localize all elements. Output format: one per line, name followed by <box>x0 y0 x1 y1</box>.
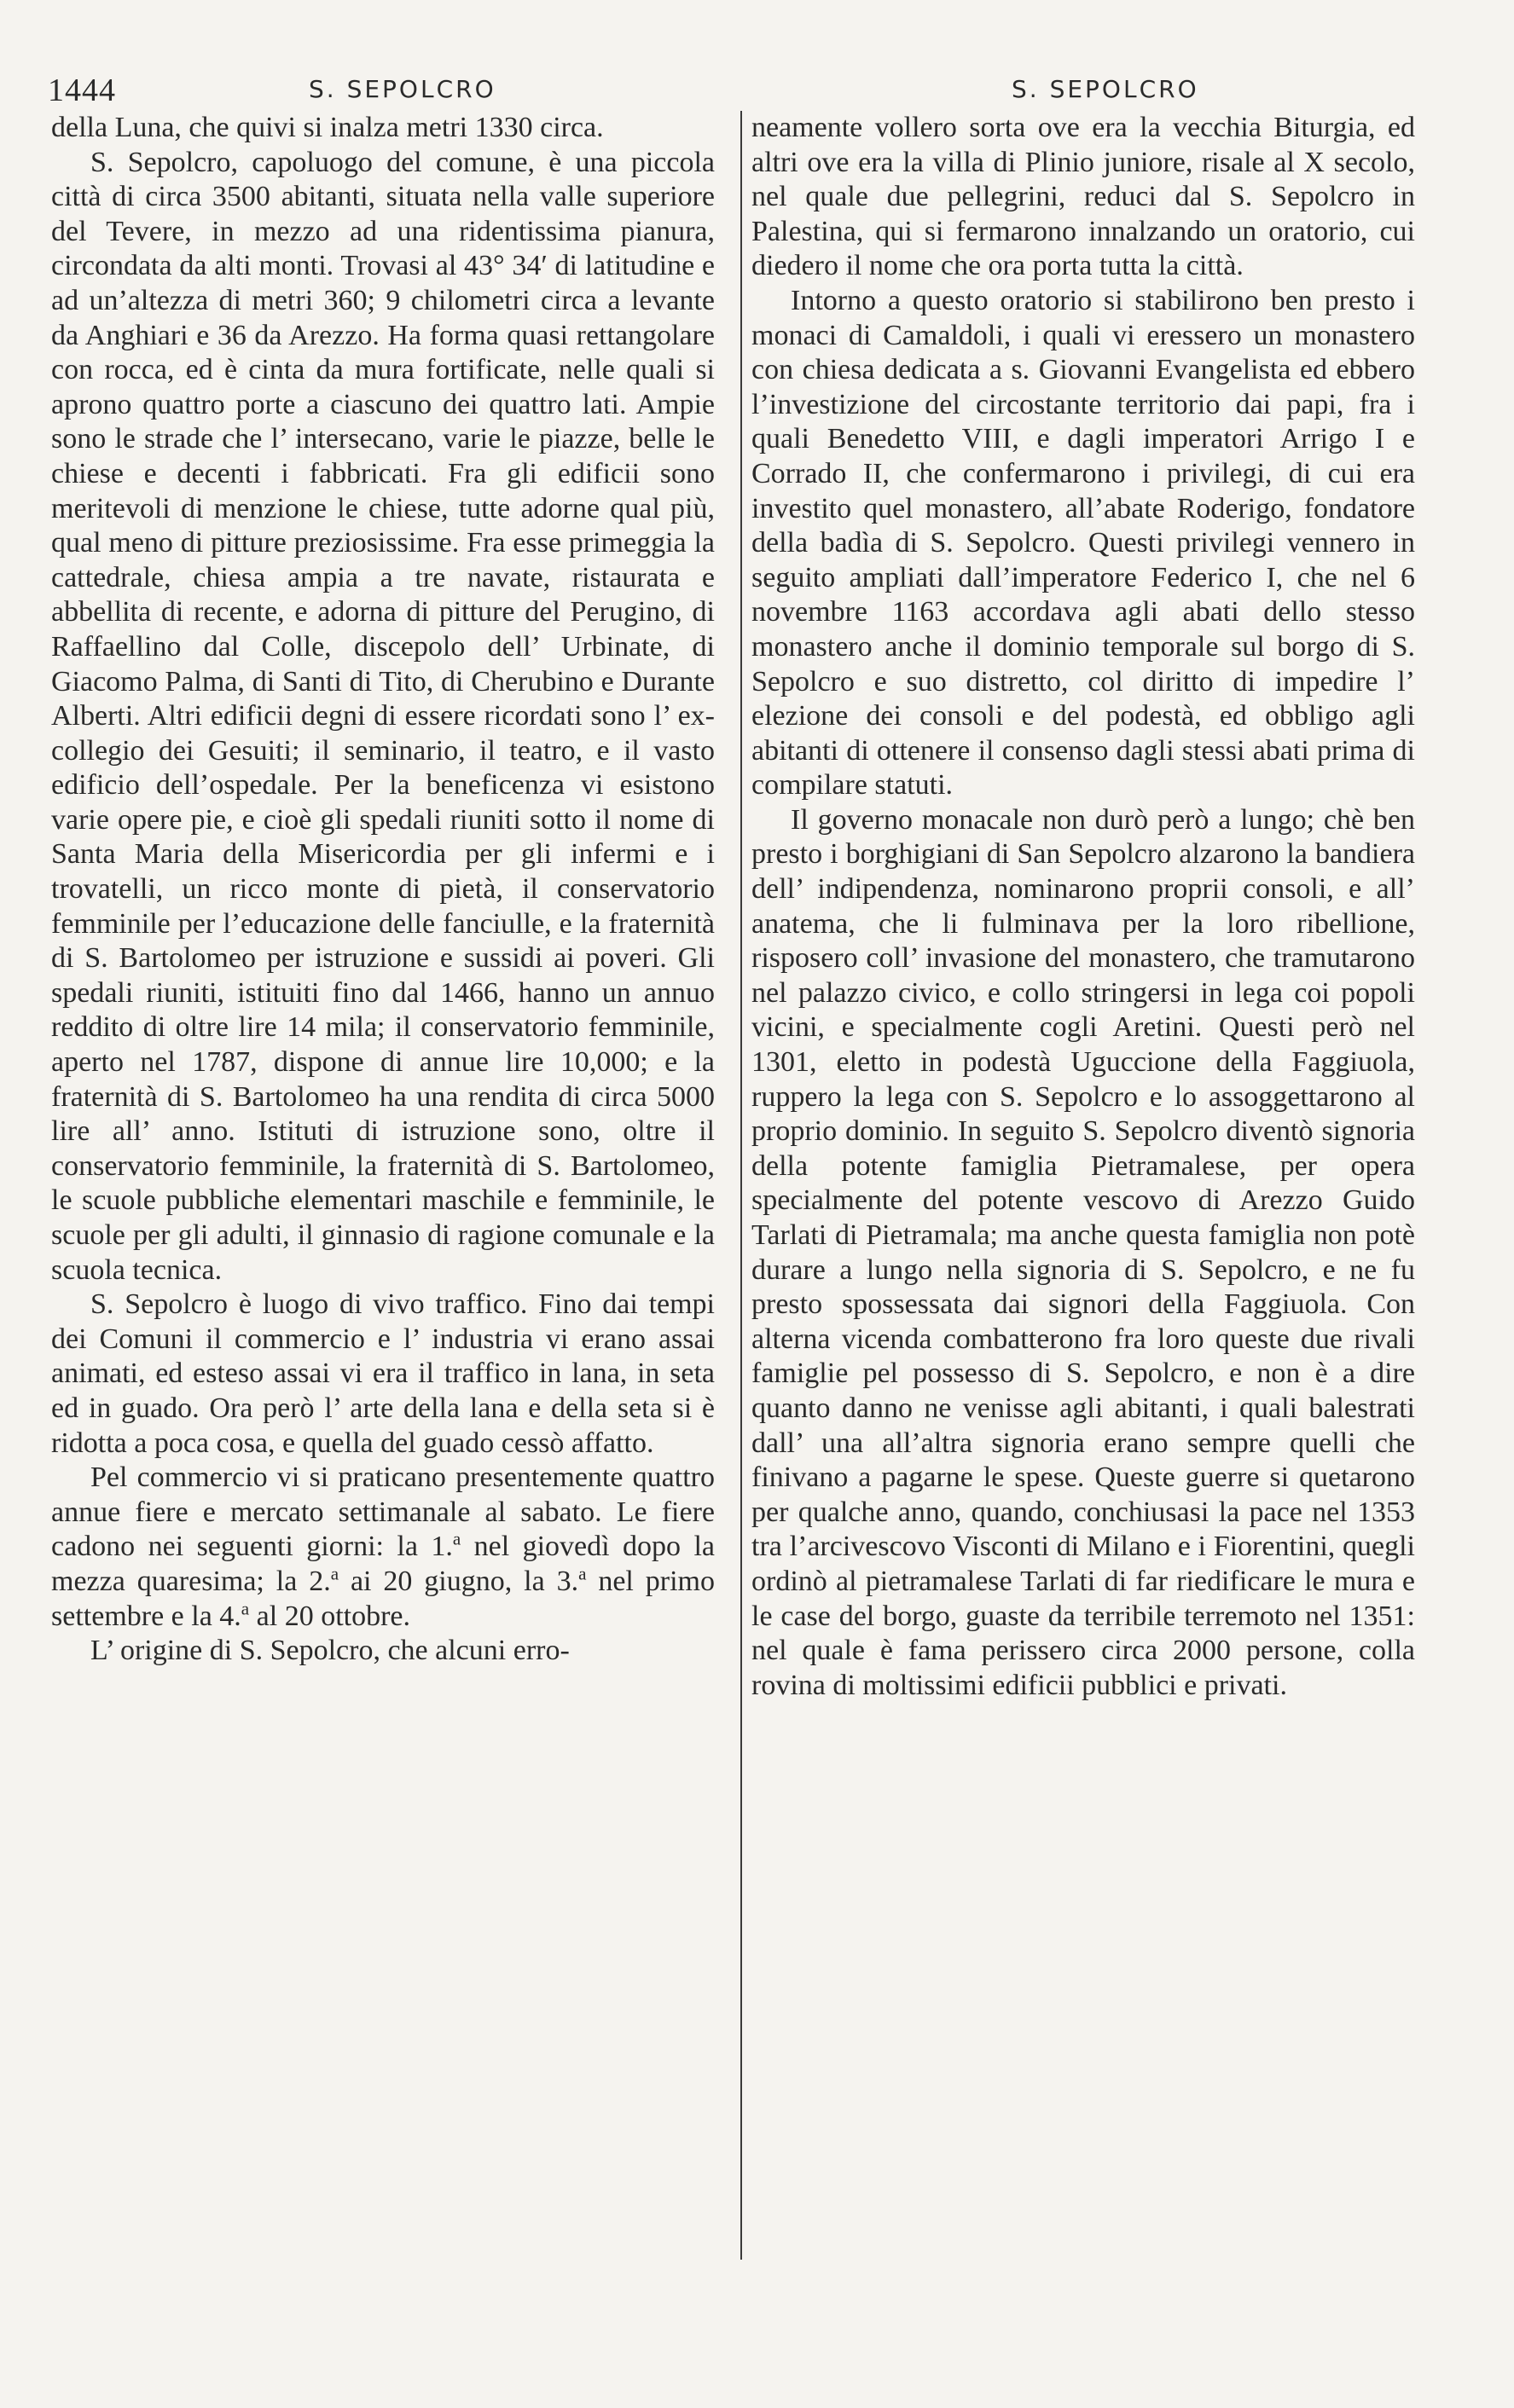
text-run: al 20 ottobre. <box>249 1600 410 1632</box>
paragraph-1: della Luna, che quivi si inalza metri 1330 circa. <box>51 112 604 143</box>
ordinal-superscript: a <box>330 1563 339 1584</box>
paragraph-2: Intorno a questo oratorio si stabilirono ben presto i monaci di Camaldoli, i quali vi eressero un monastero con chiesa dedicata a s. Giovanni Evangelista ed ebbero l’investizione del circostante territorio dai papi, fra i quali Benedetto VIII, e dagli imperatori Arrigo I e Corrado II, che confermarono i privilegi, di cui era investito quel monastero, all’abate Roderigo, fondatore della badìa di S. Sepolcro. Questi privilegi vennero in seguito ampliati dall’imperatore Federico I, che nel 6 novembre 1163 accordava agli abati dello stesso monastero anche il dominio temporale sul borgo di S. Sepolcro e suo distretto, col diritto di impedire l’ elezione dei consoli e del podestà, ed obbligo agli abitanti di ottenere il consenso dagli stessi abati prima di compilare statuti. <box>751 284 1415 802</box>
ordinal-superscript: a <box>578 1563 587 1584</box>
running-head-left: S. SEPOLCRO <box>309 75 496 103</box>
page-number: 1444 <box>48 72 116 108</box>
paragraph-5: L’ origine di S. Sepolcro, che alcuni erro- <box>90 1635 570 1667</box>
text-run: Pel commercio vi si praticano presentemente quattro annue fiere e mercato settimanale al sabato. Le fiere cadono nei seguenti giorni: la 1. <box>51 1462 715 1563</box>
ordinal-superscript: a <box>452 1529 461 1550</box>
ordinal-superscript: a <box>241 1598 250 1619</box>
column-divider <box>740 111 742 2260</box>
running-head-right: S. SEPOLCRO <box>1012 75 1199 103</box>
paragraph-3: Il governo monacale non durò però a lungo; chè ben presto i borghigiani di San Sepolcro alzarono la bandiera dell’ indipendenza, nominarono proprii consoli, e all’ anatema, che li fulminava per la loro ribellione, risposero coll’ invasione del monastero, che tramutarono nel palazzo civico, e collo stringersi in lega coi popoli vicini, e specialmente cogli Aretini. Questi però nel 1301, eletto in podestà Uguccione della Faggiuola, ruppero la lega con S. Sepolcro e lo assoggettarono al proprio dominio. In seguito S. Sepolcro diventò signoria della potente famiglia Pietramalese, per opera specialmente del potente vescovo di Arezzo Guido Tarlati di Pietramala; ma anche questa famiglia non potè durare a lungo nella signoria di S. Sepolcro, e ne fu presto spossessata dai signori della Faggiuola. Con alterna vicenda combatterono fra loro queste due rivali famiglie pel possesso di S. Sepolcro, e non è a dire quanto danno ne venisse agli abitanti, i quali balestrati dall’ una all’altra signoria erano sempre quelli che finivano a pagarne le spese. Queste guerre si quetarono per qualche anno, quando, conchiusasi la pace nel 1353 tra l’arcivescovo Visconti di Milano e i Fiorentini, quegli ordinò al pietramalese Tarlati di far riedificare le mura e le case del borgo, guaste da terribile terremoto nel 1351: nel quale è fama perissero circa 2000 persone, colla rovina di moltissimi edificii pubblici e privati. <box>751 803 1415 1701</box>
paragraph-3: S. Sepolcro è luogo di vivo traffico. Fino dai tempi dei Comuni il commercio e l’ industria vi erano assai animati, ed esteso assai vi era il traffico in lana, in seta ed in guado. Ora però l’ arte della lana e della seta si è ridotta a poca cosa, e quella del guado cessò affatto. <box>51 1288 715 1459</box>
text-run: ai 20 giugno, la 3. <box>339 1565 579 1597</box>
text-run: nel primo settembre e la 4. <box>51 1565 715 1632</box>
text-run: nel giovedì dopo la mezza quaresima; la 2. <box>51 1531 715 1597</box>
paragraph-1: neamente vollero sorta ove era la vecchia Biturgia, ed altri ove era la villa di Plinio juniore, risale al X secolo, nel quale due pellegrini, reduci dal S. Sepolcro in Palestina, qui si fermarono innalzando un oratorio, cui diedero il nome che ora porta tutta la città. <box>751 112 1415 282</box>
paragraph-2: S. Sepolcro, capoluogo del comune, è una piccola città di circa 3500 abitanti, situata nella valle superiore del Tevere, in mezzo ad una ridentissima pianura, circondata da alti monti. Trovasi al 43° 34′ di latitudine e ad un’altezza di metri 360; 9 chilometri circa a levante da Anghiari e 36 da Arezzo. Ha forma quasi rettangolare con rocca, ed è cinta da mura fortificate, nelle quali si aprono quattro porte a ciascuno dei quattro lati. Ampie sono le strade che l’ intersecano, varie le piazze, belle le chiese e decenti i fabbricati. Fra gli edificii sono meritevoli di menzione le chiese, tutte adorne qual più, qual meno di pitture preziosissime. Fra esse primeggia la cattedrale, chiesa ampia a tre navate, ristaurata e abbellita di recente, e adorna di pitture del Perugino, di Raffaellino dal Colle, discepolo dell’ Urbinate, di Giacomo Palma, di Santi di Tito, di Cherubino e Durante Alberti. Altri edificii degni di essere ricordati sono l’ ex-collegio dei Gesuiti; il seminario, il teatro, e il vasto edificio dell’ospedale. Per la beneficenza vi esistono varie opere pie, e cioè gli spedali riuniti sotto il nome di Santa Maria della Misericordia per gli infermi e i trovatelli, un ricco monte di pietà, il conservatorio femminile per l’educazione delle fanciulle, e la fraternità di S. Bartolomeo per istruzione e sussidi ai poveri. Gli spedali riuniti, istituiti fino dal 1466, hanno un annuo reddito di oltre lire 14 mila; il conservatorio femminile, aperto nel 1787, dispone di annue lire 10,000; e la fraternità di S. Bartolomeo ha una rendita di circa 5000 lire all’ anno. Istituti di istruzione sono, oltre il conservatorio femminile, la fraternità di S. Bartolomeo, le scuole pubbliche elementari maschile e femminile, le scuole per gli adulti, il ginnasio di ragione comunale e la scuola tecnica. <box>51 146 715 1286</box>
paragraph-4 <box>51 1461 715 1634</box>
page-header <box>0 68 1514 111</box>
left-column <box>51 111 715 1669</box>
right-column <box>751 111 1415 1703</box>
